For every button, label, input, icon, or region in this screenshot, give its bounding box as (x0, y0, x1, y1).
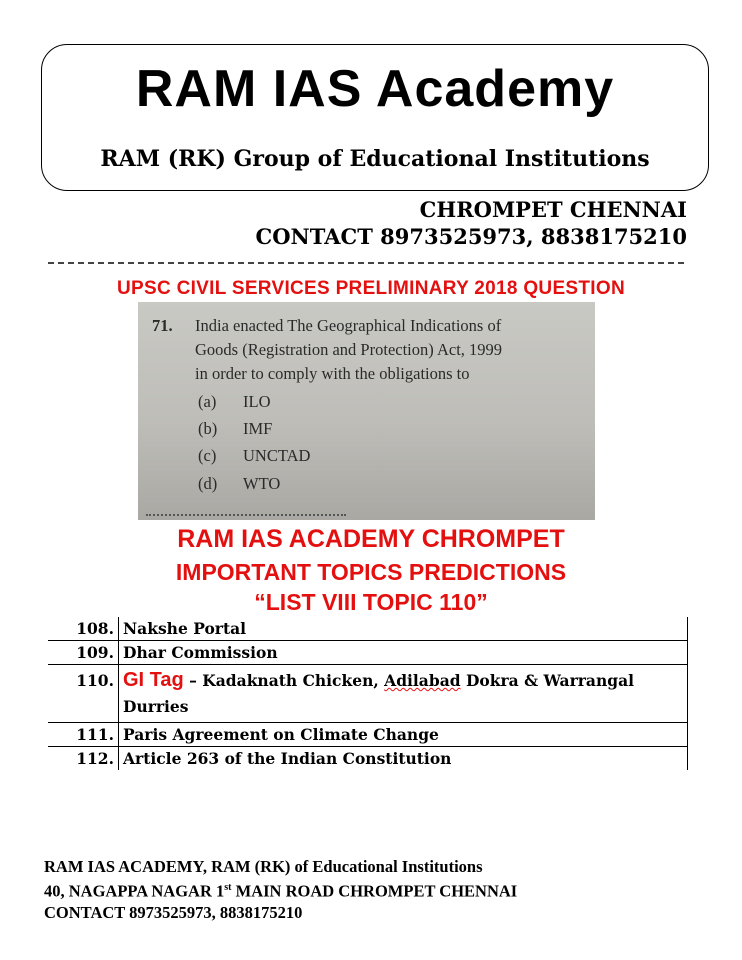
question-line: India enacted The Geographical Indications of (195, 316, 502, 335)
footer-address-part: 40, NAGAPPA NAGAR 1 (44, 881, 225, 901)
exam-title: UPSC CIVIL SERVICES PRELIMINARY 2018 QUESTION (117, 278, 625, 299)
footer-address-part: MAIN ROAD CHROMPET CHENNAI (231, 881, 518, 901)
footer-line: CONTACT 8973525973, 8838175210 (44, 902, 303, 922)
question-block (138, 302, 595, 520)
photo-cutoff-text (146, 514, 346, 520)
group-name: RAM (RK) Group of Educational Institutions (100, 146, 650, 172)
topic-text-part: – Kadaknath Chicken, (183, 671, 385, 690)
table-row (48, 617, 688, 641)
option-label: (b) (198, 419, 218, 438)
topic-number: 111. (48, 723, 119, 747)
option-text: ILO (243, 392, 271, 411)
topic-number: 108. (48, 617, 119, 641)
topic-number: 109. (48, 641, 119, 665)
footer-line (44, 877, 517, 902)
header-box (41, 44, 709, 191)
topic-text-part: Adilabad (384, 671, 461, 690)
topic-text: Nakshe Portal (119, 617, 688, 641)
predictions-list-ref: “LIST VIII TOPIC 110” (254, 589, 488, 615)
option-text: UNCTAD (243, 446, 311, 465)
table-row (48, 665, 688, 723)
location-line: CHROMPET CHENNAI (419, 197, 687, 222)
topic-text: Paris Agreement on Climate Change (119, 723, 688, 747)
topic-number: 110. (48, 665, 119, 723)
table-row (48, 641, 688, 665)
topic-text-part: Dokra & Warrangal Durries (123, 671, 635, 716)
option-label: (c) (198, 446, 217, 465)
predictions-title: RAM IAS ACADEMY CHROMPET (177, 525, 565, 553)
topics-table (48, 617, 688, 770)
option-text: IMF (243, 419, 273, 438)
option-text: WTO (243, 474, 281, 493)
topic-number: 112. (48, 747, 119, 771)
footer-address (44, 856, 517, 923)
dashed-divider (48, 262, 684, 264)
question-line: in order to comply with the obligations to (195, 364, 470, 383)
table-row (48, 747, 688, 771)
question-number: 71. (152, 316, 173, 335)
contact-line: CONTACT 8973525973, 8838175210 (255, 224, 687, 249)
question-line: Goods (Registration and Protection) Act, 1999 (195, 340, 503, 359)
gi-tag-highlight: GI Tag (123, 669, 184, 691)
question-photo (138, 302, 595, 520)
topic-text: Article 263 of the Indian Constitution (119, 747, 688, 771)
footer-superscript: st (224, 882, 232, 893)
option-label: (a) (198, 392, 217, 411)
topic-text-gi (119, 665, 688, 723)
option-label: (d) (198, 474, 218, 493)
footer-line: RAM IAS ACADEMY, RAM (RK) of Educational Institutions (44, 857, 483, 876)
topic-text: Dhar Commission (119, 641, 688, 665)
academy-name: RAM IAS Academy (135, 60, 615, 118)
predictions-subtitle: IMPORTANT TOPICS PREDICTIONS (175, 559, 567, 585)
table-row (48, 723, 688, 747)
